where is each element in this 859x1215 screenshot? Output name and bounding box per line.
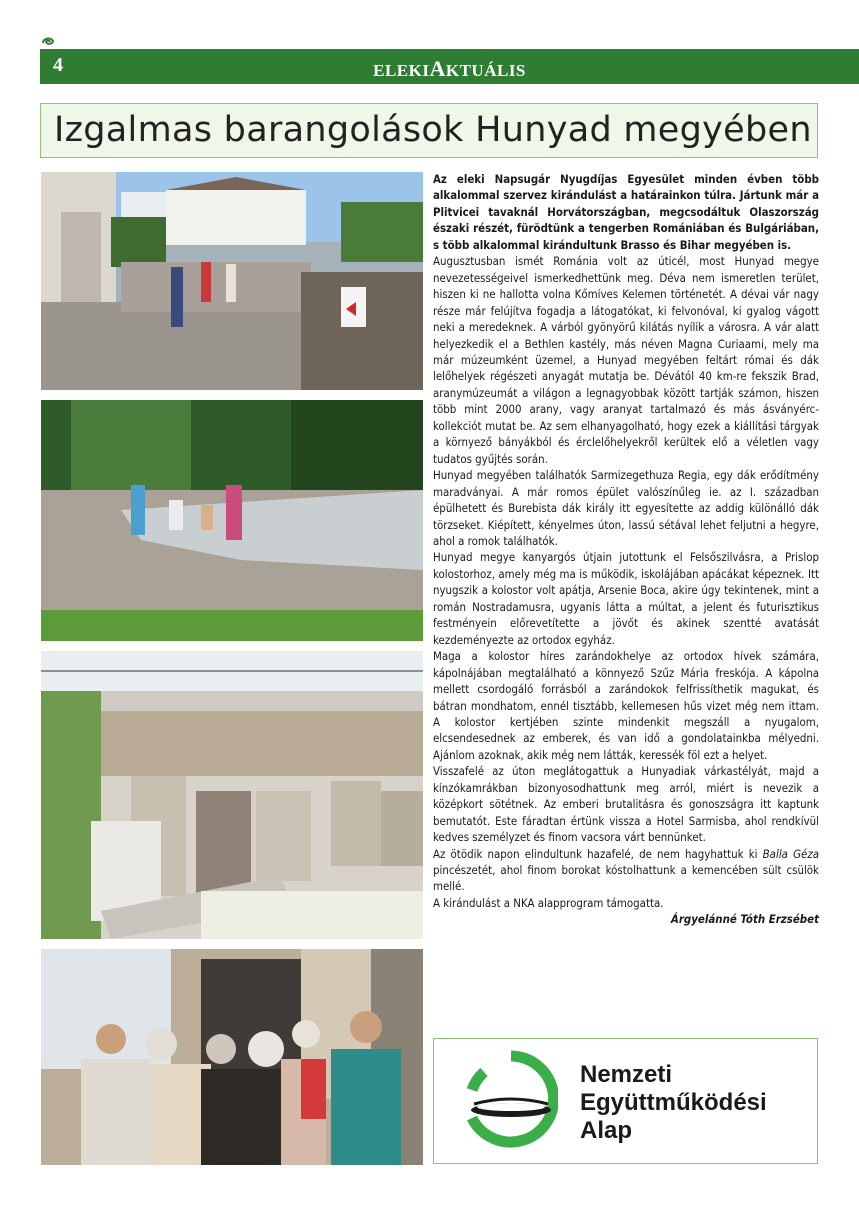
deva-street-photo	[41, 172, 423, 390]
article-paragraph: A kirándulást a NKA alapprogram támogatta.	[433, 895, 664, 910]
article-body	[433, 171, 819, 928]
river-stream-photo	[41, 400, 423, 641]
page-number: 4	[53, 54, 63, 76]
publication-title: ELEKIAKTUÁLIS	[373, 56, 526, 81]
header-bar	[40, 49, 859, 84]
museum-visitors-photo	[41, 949, 423, 1165]
roman-stones-museum-photo	[41, 651, 423, 939]
article-author: Árgyelánné Tóth Erzsébet	[670, 912, 819, 927]
article-paragraph: Hunyad megyében találhatók Sarmizegethuza Regia, egy dák erődítmény maradványai. A már romos épület valószínűleg ie. az I. században épülhetett és Burebista dák király itt egyesítette az addig különálló dák törzseket. Kiépített, kényelmes úton, lassú sétával lehet feljutni a hegyre, ahol a romok találhatók.	[433, 468, 819, 548]
nea-logo-text: Nemzeti Együttműködési Alap	[580, 1061, 767, 1144]
swirl-icon	[41, 35, 55, 47]
article-paragraph: Maga a kolostor híres zarándokhelye az ortodox hívek számára, kápolnájában megtalálható a könnyező Szűz Mária freskója. A kápolna mellett csordogáló forrásból a zarándokok felfrissíthetik magukat, és bátran mondhatom, ennél tisztább, kellemesen hűs vizet még nem ittam. A kolostor kertjében szinte mindenkit megszáll a nyugalom, elcsendesednek az emberek, és van idő a gondolatainkba mélyedni. Ajánlom azoknak, akik még nem látták, keressék föl ezt a helyet.	[433, 649, 819, 762]
article-title: Izgalmas barangolások Hunyad megyében	[54, 110, 812, 150]
nea-logo-icon	[464, 1050, 558, 1154]
article-lead: Az eleki Napsugár Nyugdíjas Egyesület minden évben több alkalommal szervez kirándulást a határainkon túlra. Jártunk már a Plitvicei tavaknál Horvátországban, megcsodáltuk Olaszország északi részét, fürödtünk a tengerben Romániában és Bulgáriában, s több alkalommal kirándultunk Brasso és Bihar megyében is.	[433, 172, 819, 252]
title-box	[40, 103, 818, 158]
article-paragraph: Az ötödik napon elindultunk hazafelé, de nem hagyhattuk ki Balla Géza pincészetét, ahol finom borokat kóstolhattunk a kemencében sült csülök mellé.	[433, 846, 819, 894]
article-paragraph: Visszafelé az úton meglátogattuk a Hunyadiak várkastélyát, majd a kínzókamrákban bizonyosodhattunk meg arról, miért is nevezik a középkort sötétnek. Az emberi brutalitásra és gonoszságra itt kaptunk bemutatót. Este fáradtan értünk vissza a Hotel Sarmisba, ahol rendkívül kedves személyzet és finom vacsora várt bennünket.	[433, 764, 819, 845]
article-paragraph: Hunyad megye kanyargós útjain jutottunk el Felsőszilvásra, a Prislop kolostorhoz, amely még ma is működik, iskolájában apácákat képeznek. Itt nyugszik a kolostor volt apátja, Arsenie Boca, akire úgy tekintenek, mint a román Nostradamusra, ugyanis látta a múltat, a jelent és futurisztikus festményein előrevetítette a jövőt és akinek szentté avatását kezdeményezte az ortodox egyház.	[433, 550, 819, 647]
nea-logo-box	[433, 1038, 818, 1164]
article-paragraph: Augusztusban ismét Románia volt az úticél, most Hunyad megye nevezetességeivel ismerkedhettünk meg. Déva nem ismeretlen terület, hiszen ki ne hallotta volna Kőmíves Kelemen történetét. A dévai vár nagy része már felújítva fogadja a látogatókat, ki felvonóval, ki gyalog vágott neki a meredeknek. A várból gyönyörű kilátás nyílik a városra. A vár alatt helyezkedik el a Bethlen kastély, más néven Magna Curiaami, mely ma már múzeumként üzemel, a Hunyad megyében feltárt római és dák lelőhelyek régészeti anyagát mutatja be. Dévától 40 km-re fekszik Brad, aranymúzeumát a világon a legnagyobbak között tartják számon, hiszen több mint 2000 arany, vagy aranyat tartalmazó és más ásványérc-kollekciót mutat be. Az sem elhanyagolható, hogy ezek a kiállítási tárgyak a környező bányákból és érclelőhelyekről kerültek elő a véletlen vagy tudatos gyűjtés során.	[433, 254, 819, 466]
